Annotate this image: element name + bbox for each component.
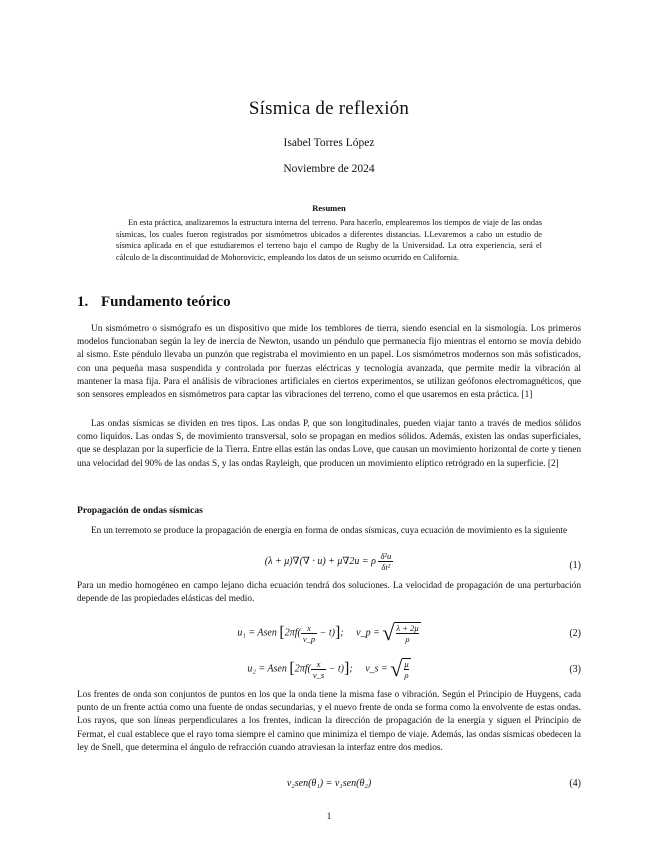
- body-paragraph: Para un medio homogéneo en campo lejano dicha ecuación tendrá dos soluciones. La velocidad de propagación de una perturbación depende de las propiedades elásticas del medio.: [77, 581, 581, 605]
- equation-1-lhs: (λ + μ)∇(∇ · u) + μ∇2u = ρ: [264, 555, 376, 567]
- paper-title: Sísmica de reflexión: [248, 98, 410, 119]
- equation-4: [77, 775, 581, 805]
- section-heading: [77, 294, 231, 311]
- equation-3-lhs: u₂ = Asen: [247, 663, 287, 675]
- equation-3: u₂ = Asen [2πf( $\frac{x}{v\_s}$ − t)]; v_s = √ $\frac{\mu}{\rho}$ (3): [247, 656, 581, 681]
- equation-2-label: (2): [569, 628, 581, 639]
- section-number: 1.: [77, 294, 89, 310]
- abstract-text: En esta práctica, analizaremos la estructura interna del terreno. Para hacerlo, emplearemos los tiempos de viaje de las ondas sísmicas, los cuales fueron registrados por sismómetros ubicados a diferentes distancias. LLevaremos a cabo un estudio de sísmica aplicada en el que estudiaremos el terreno bajo el campo de Rugby de la Universidad. La otra experiencia, será el cálculo de la discontinuidad de Mohorovicic, empleando los datos de un seismo ocurrido en California.: [116, 218, 542, 262]
- author-name: Isabel Torres López: [283, 137, 375, 149]
- abstract-heading: Resumen: [312, 203, 346, 213]
- body-paragraph: En un terremoto se produce la propagación de energía en forma de ondas sísmicas, cuya ecuación de movimiento es la siguiente: [91, 526, 568, 536]
- section-title: Fundamento teórico: [101, 294, 231, 310]
- equation-3-label: (3): [569, 664, 581, 675]
- equation-1: [77, 551, 581, 581]
- equation-4-body: v₂sen(θ₁) = v₁sen(θ₂): [286, 778, 372, 789]
- equation-4-label: (4): [569, 778, 581, 789]
- body-paragraph: Un sismómetro o sismógrafo es un dispositivo que mide los temblores de tierra, siendo esencial en la sismología. Los primeros modelos funcionaban según la ley de inercia de Newton, usando un péndulo que permanecía fijo mientras el entorno se movía debido al sismo. Este péndulo llevaba un punzón que registraba el movimiento en un papel. Los sismómetros modernos son más sofisticados, con una pequeña masa suspendida y controlada por fuerzas eléctricas y tecnología avanzada, que permite medir la vibración al mantener la masa fija. Para el análisis de vibraciones artificiales en ciertos experimentos, se utilizan geófonos electromagnéticos, que son sensores empleados en sismómetros para captar las vibraciones del terreno, como el que usaremos en esta práctica. [1]: [77, 324, 581, 401]
- body-paragraph: Los frentes de onda son conjuntos de puntos en los que la onda tiene la misma fase o vibración. Según el Principio de Huygens, cada punto de un frente actúa como una fuente de ondas secundarias, y el nuevo frente de onda se forma como la envolvente de estas ondas. Los rayos, que son líneas perpendiculares a los frentes, indican la dirección de propagación de la energía y siguen el Principio de Fermat, el cual establece que el rayo toma siempre el camino que minimiza el tiempo de viaje. Además, las ondas sísmicas obedecen la ley de Snell, que determina el ángulo de refracción cuando atraviesan la interfaz entre dos medios.: [77, 690, 581, 753]
- body-paragraph: Las ondas sísmicas se dividen en tres tipos. Las ondas P, que son longitudinales, pueden viajar tanto a través de medios sólidos como líquidos. Las ondas S, de movimiento transversal, solo se propagan en medios sólidos. Además, existen las ondas superficiales, que se desplazan por la superficie de la Tierra. Entre ellas están las ondas Love, que causan un movimiento horizontal de corte y tienen una velocidad del 90% de las ondas S, y las ondas Rayleigh, que producen un movimiento elíptico retrógrado en la superficie. [2]: [77, 419, 581, 469]
- subsection-title: Propagación de ondas sísmicas: [77, 505, 203, 516]
- equation-1-fraction: $\frac{\text{δ²u}}{\text{δt²}}$: [380, 551, 392, 572]
- paper-date: Noviembre de 2024: [283, 163, 375, 175]
- equation-2-lhs: u₁ = Asen: [237, 627, 277, 639]
- page-number: 1: [326, 812, 332, 822]
- equation-1-label: (1): [569, 560, 581, 571]
- equation-2: u₁ = Asen [2πf( $\frac{x}{v\_p}$ − t)]; v_p = √ $\frac{\lambda + 2\mu}{\rho}$ (2): [237, 620, 581, 645]
